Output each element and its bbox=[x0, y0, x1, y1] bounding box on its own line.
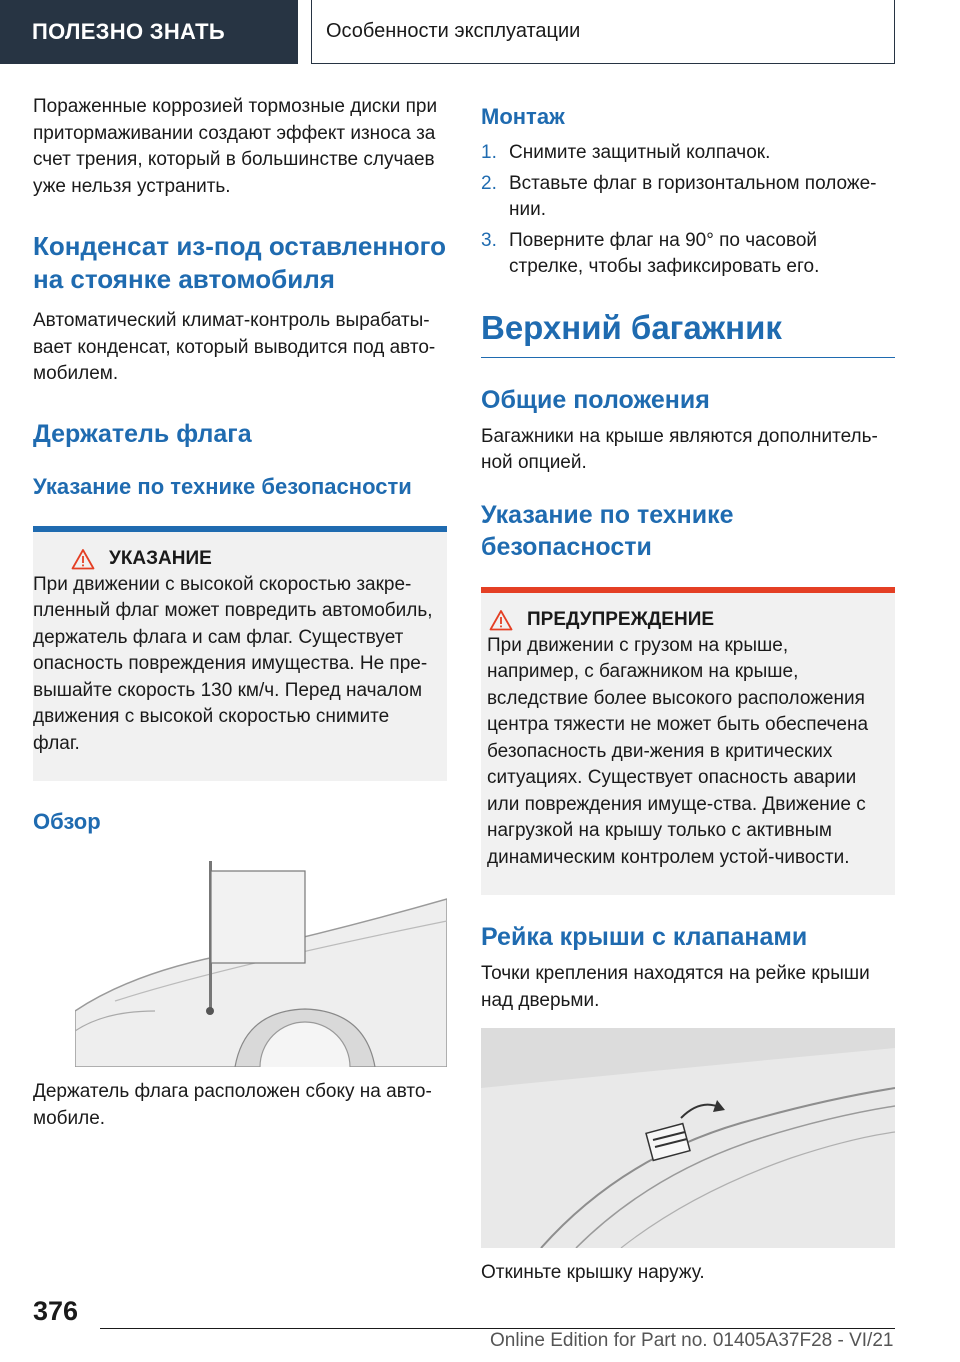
warning-triangle-icon bbox=[71, 548, 95, 570]
roof-rack-title-block bbox=[481, 307, 895, 358]
notice-text: При движении с высокой скоростью закре-пленный флаг может повредить автомобиль, держатель флага и сам флаг. Существует опасность повреждения имущества. Не пре-вышайте скорость 130 км/ч. Перед началом движения с высокой скоростью снимите флаг. bbox=[33, 573, 433, 754]
footer-divider bbox=[100, 1328, 895, 1329]
general-heading: Общие положения bbox=[481, 385, 710, 414]
flag-holder-image bbox=[75, 861, 447, 1067]
flag-holder-heading: Держатель флага bbox=[33, 419, 252, 448]
step-item: 2. Вставьте флаг в горизонтальном положе-нии. bbox=[481, 172, 877, 220]
condensate-paragraph: Автоматический климат-контроль вырабаты-вает конденсат, который выводится под авто-мобилем. bbox=[33, 310, 436, 384]
right-column bbox=[481, 94, 895, 1287]
left-column bbox=[33, 94, 447, 1132]
safety-heading-right: Указание по технике безопасности bbox=[481, 500, 734, 561]
chapter-tab bbox=[311, 0, 895, 64]
mount-heading: Монтаж bbox=[481, 104, 565, 129]
roof-rail-illustration bbox=[481, 1028, 895, 1248]
warning-triangle-icon bbox=[489, 609, 513, 631]
roof-rail-image bbox=[481, 1028, 895, 1248]
warning-header bbox=[489, 609, 895, 631]
mount-steps bbox=[481, 140, 895, 281]
notice-header bbox=[71, 548, 447, 570]
page-number: 376 bbox=[33, 1296, 79, 1326]
step-item: 3. Поверните флаг на 90° по часовой стрелке, чтобы зафиксировать его. bbox=[481, 229, 820, 277]
edition-text: Online Edition for Part no. 01405A37F28 - VI/21 bbox=[490, 1330, 894, 1351]
warning-label: ПРЕДУПРЕЖДЕНИЕ bbox=[527, 608, 715, 630]
car-flag-illustration bbox=[75, 861, 447, 1067]
roof-rail-caption: Откиньте крышку наружу. bbox=[481, 1262, 705, 1283]
general-paragraph: Багажники на крыше являются дополнитель-ной опцией. bbox=[481, 425, 878, 473]
step-item: 1. Снимите защитный колпачок. bbox=[481, 142, 771, 163]
condensate-heading: Конденсат из-под оставленного на стоянке автомобиля bbox=[33, 231, 446, 294]
safety-heading: Указание по технике безопасности bbox=[33, 473, 412, 499]
intro-paragraph: Пораженные коррозией тормозные диски при притормаживании создают эффект износа за счет трения, который в большинстве случаев уже нельзя устранить. bbox=[33, 96, 438, 197]
notice-label: УКАЗАНИЕ bbox=[109, 547, 212, 569]
warning-box bbox=[481, 587, 895, 896]
roof-rack-heading: Верхний багажник bbox=[481, 308, 782, 346]
flag-image-caption: Держатель флага расположен сбоку на авто-мобиле. bbox=[33, 1081, 432, 1129]
roof-rail-paragraph: Точки крепления находятся на рейке крыши над дверьми. bbox=[481, 963, 870, 1011]
warning-text: При движении с грузом на крыше, например, с багажником на крыше, вследствие более высокого расположения центра тяжести не может быть обеспечена безопасность дви-жения в критических ситуациях. Существует опасность аварии или повреждения имуще-ства. Движение с нагрузкой на крышу только с активным динамическим контролем устой-чивости. bbox=[487, 634, 869, 868]
roof-rail-heading: Рейка крыши с клапанами bbox=[481, 923, 808, 951]
notice-box bbox=[33, 526, 447, 782]
section-tab[interactable] bbox=[0, 0, 298, 64]
overview-heading: Обзор bbox=[33, 809, 101, 834]
chapter-title: Особенности эксплуатации bbox=[326, 20, 581, 42]
section-title: ПОЛЕЗНО ЗНАТЬ bbox=[32, 19, 225, 44]
